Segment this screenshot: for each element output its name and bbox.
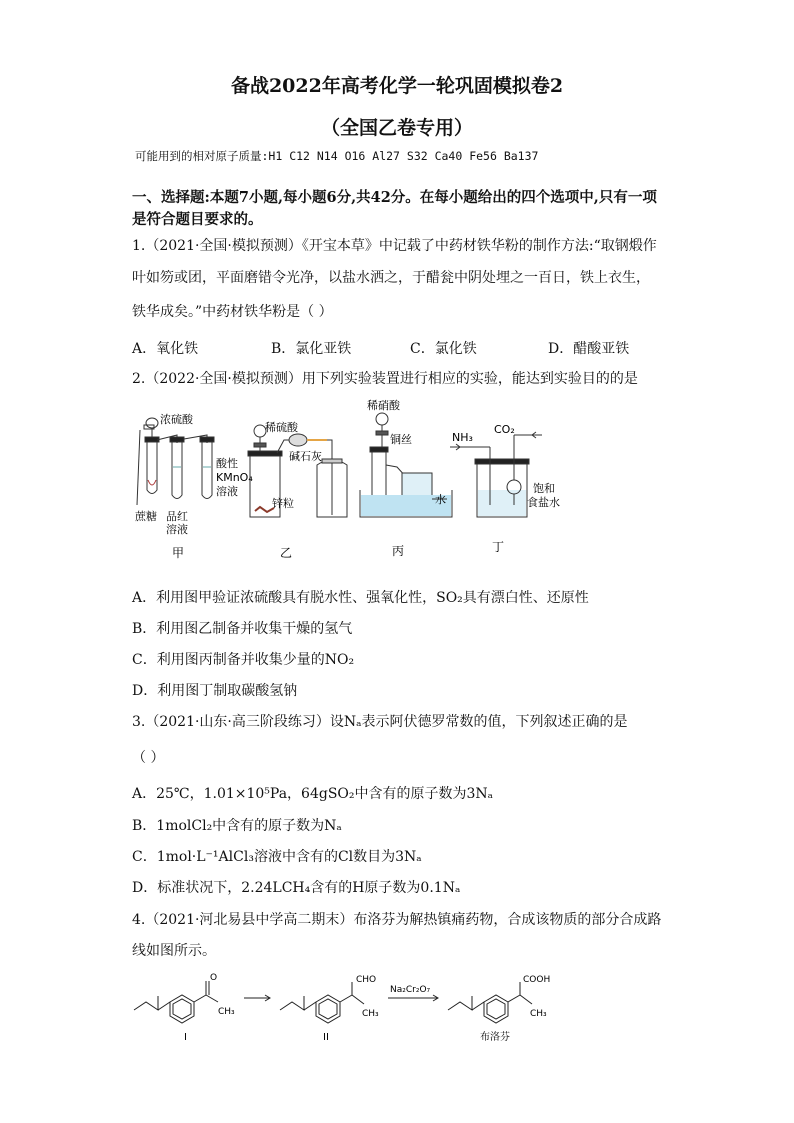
page-subtitle: （全国乙卷专用）	[320, 117, 473, 139]
apparatus-figure	[132, 395, 572, 570]
label-brine: 食盐水	[527, 496, 560, 509]
label-nh3: NH₃	[452, 431, 473, 444]
section-heading-line1: 一、选择题:本题7小题,每小题6分,共42分。在每小题给出的四个选项中,只有一项	[132, 189, 657, 206]
label-cho: CHO	[356, 975, 377, 985]
arrow-1	[244, 995, 270, 1001]
label-ch3-1: CH₃	[218, 1007, 235, 1017]
caption-yi: 乙	[280, 546, 293, 560]
label-acidic: 酸性	[216, 457, 238, 470]
label-ibuprofen: 布洛芬	[480, 1032, 510, 1043]
label-dilute-hno3: 稀硝酸	[367, 399, 400, 412]
label-compound-ii: II	[323, 1032, 329, 1043]
label-copper-wire: 铜丝	[390, 433, 412, 446]
molecule-i	[134, 981, 218, 1023]
q2-stem: 2.（2022·全国·模拟预测）用下列实验装置进行相应的实验，能达到实验目的的是	[132, 371, 638, 387]
section-heading-line2: 是符合题目要求的。	[132, 211, 263, 228]
q3-option-b: B．1molCl₂中含有的原子数为Nₐ	[132, 818, 342, 834]
q2-option-a: A．利用图甲验证浓硫酸具有脱水性、强氧化性，SO₂具有漂白性、还原性	[132, 590, 589, 606]
label-compound-i: I	[184, 1032, 187, 1043]
q3-option-c: C．1mol·L⁻¹AlCl₃溶液中含有的Cl数目为3Nₐ	[132, 849, 422, 865]
molecule-ii	[280, 982, 364, 1023]
label-ch3-3: CH₃	[530, 1009, 547, 1019]
label-dilute-h2so4: 稀硫酸	[265, 421, 298, 434]
label-sucrose: 蔗糖	[135, 510, 157, 523]
label-solution: 溶液	[216, 485, 238, 498]
label-pinhong-1: 品红	[166, 510, 188, 523]
caption-jia: 甲	[172, 546, 185, 560]
q1-line3: 铁华成矣。”中药材铁华粉是（ ）	[132, 304, 333, 320]
q1-option-a: A．氧化铁	[132, 341, 199, 357]
label-pinhong-2: 溶液	[166, 523, 188, 536]
q2-option-d: D．利用图丁制取碳酸氢钠	[132, 683, 298, 699]
q4-line1: 4.（2021·河北易县中学高二期末）布洛芬为解热镇痛药物，合成该物质的部分合成路	[132, 912, 662, 928]
q3-option-d: D．标准状况下，2.24LCH₄含有的H原子数为0.1Nₐ	[132, 880, 461, 896]
q1-option-d: D．醋酸亚铁	[548, 341, 630, 357]
caption-bing: 丙	[392, 544, 405, 558]
molecule-ibuprofen	[448, 982, 532, 1023]
label-reagent: Na₂Cr₂O₇	[390, 985, 431, 995]
q1-line2: 叶如笏或团，平面磨错令光净，以盐水洒之，于醋瓮中阴处埋之一百日，铁上衣生，	[132, 270, 650, 286]
q2-option-b: B．利用图乙制备并收集干燥的氢气	[132, 621, 353, 637]
label-cooh: COOH	[523, 975, 551, 985]
q4-line2: 线如图所示。	[132, 943, 216, 959]
q1-option-b: B．氯化亚铁	[271, 341, 352, 357]
label-o: O	[210, 973, 218, 983]
q1-option-c: C．氯化铁	[410, 341, 477, 357]
label-saturated: 饱和	[533, 482, 555, 495]
atomic-masses: 可能用到的相对原子质量:H1 C12 N14 O16 Al27 S32 Ca40 Fe56 Ba137	[135, 149, 539, 163]
q1-line1: 1.（2021·全国·模拟预测）《开宝本草》中记载了中药材铁华粉的制作方法:“取钢煅作	[132, 238, 657, 254]
label-zinc: 锌粒	[272, 497, 294, 510]
synthesis-scheme	[130, 968, 670, 1048]
apparatus-jia	[137, 418, 214, 505]
q3-option-a: A．25℃，1.01×10⁵Pa，64gSO₂中含有的原子数为3Nₐ	[132, 786, 494, 802]
label-soda-lime: 碱石灰	[289, 450, 322, 463]
q2-option-c: C．利用图丙制备并收集少量的NO₂	[132, 652, 355, 668]
q3-stem: 3.（2021·山东·高三阶段练习）设Nₐ表示阿伏德罗常数的值，下列叙述正确的是	[132, 714, 628, 730]
arrow-2	[388, 995, 438, 1001]
page-title: 备战2022年高考化学一轮巩固模拟卷2	[230, 75, 564, 97]
label-conc-h2so4: 浓硫酸	[160, 413, 193, 426]
caption-ding: 丁	[492, 540, 505, 554]
label-kmno4: KMnO₄	[216, 471, 253, 484]
q3-paren: （ ）	[132, 750, 165, 766]
label-water: 水	[435, 493, 446, 506]
label-ch3-2: CH₃	[362, 1009, 379, 1019]
label-co2: CO₂	[494, 423, 515, 436]
apparatus-yi	[248, 425, 347, 517]
